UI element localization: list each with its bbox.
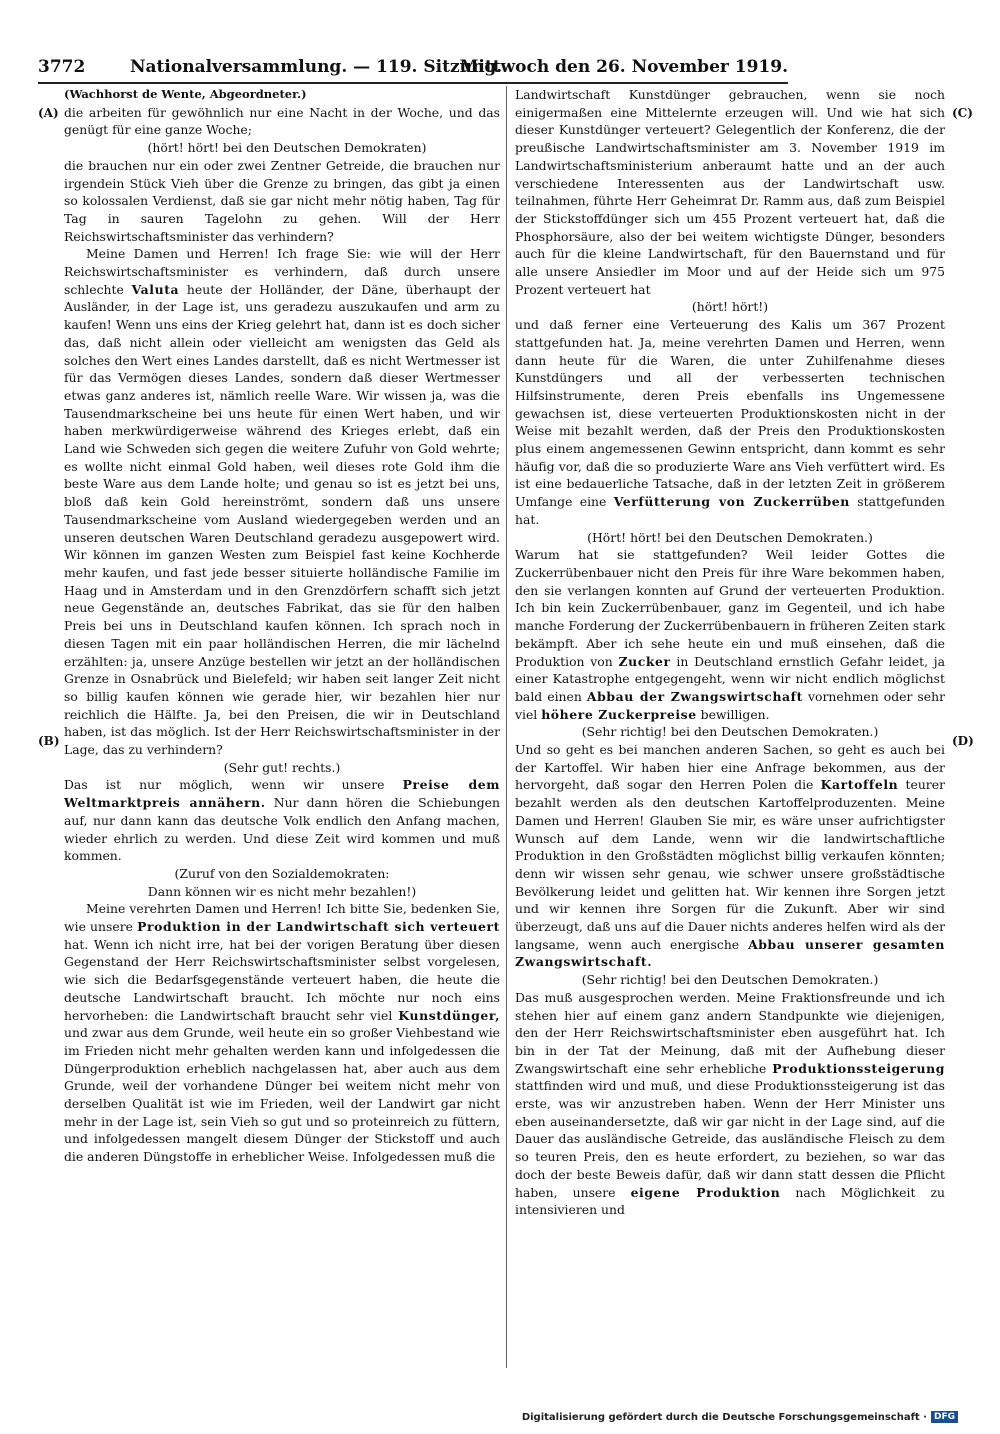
paragraph — [64, 776, 500, 865]
emphasis: eigene Produktion — [630, 1184, 781, 1200]
text-run: und zwar aus dem Grunde, weil heute ein so großer Viehbestand wie im Frieden nicht mehr gehalten werden kann und infolgedessen die Düngerproduktion erheblich nachgelassen hat, aber auch aus dem Grunde, weil der vorhandene Dünger bei weitem nicht mehr von derselben Qualität ist wie im Frieden, weil der Landwirt gar nicht mehr in der Lage ist, sein Vieh so gut und so proteinreich zu füttern, und infolgedessen mangelt diesem Dünger der Stickstoff und auch die anderen Düngstoffe in erheblicher Weise. Infolgedessen muß die — [64, 1025, 500, 1165]
emphasis: Produktion in der Landwirtschaft sich verteuert — [137, 919, 500, 935]
page-number: 3772 — [38, 57, 86, 77]
emphasis: Preise dem Weltmarktpreis annähern. — [64, 777, 500, 811]
digitization-credit — [522, 1411, 958, 1423]
text-run: teurer bezahlt werden als den deutschen Kartoffelproduzenten. Meine Damen und Herren! Glauben Sie mir, es wäre unser aufrichtigster Wunsch auf dem Lande, wenn wir die landwirtschaftliche Produktion in den Großstädten möglichst billig verkaufen könnten; denn wir wissen sehr genau, wie schwer unsere großstädtische Bevölkerung leidet und gelitten hat. Wir kennen ihre Sorgen jetzt und wir kennen ihre Sorgen für die Zukunft. Aber wir sind überzeugt, daß uns auf die Dauer nichts anderes helfen wird als der langsame, wenn auch energische — [515, 777, 945, 952]
text-run: hat. Wenn ich nicht irre, hat bei der vorigen Beratung über diesen Gegenstand der Herr Reichswirtschaftsminister selbst vorgelesen, wie sich die Bedarfsgegenstände verteuert haben, die heute die deutsche Landwirtschaft braucht. Ich möchte nur noch eins hervorheben: die Landwirtschaft braucht sehr viel — [64, 936, 500, 1023]
emphasis: Zucker — [618, 653, 671, 669]
paragraph — [515, 989, 945, 1219]
text-run: Nur dann hören die Schiebungen auf, nur dann kann das deutsche Volk endlich den Anfang machen, wieder ehrlich zu werden. Und diese Zeit wird kommen und muß kommen. — [64, 795, 500, 864]
text-run: Warum hat sie stattgefunden? Weil leider Gottes die Zuckerrübenbauer nicht den Preis für ihre Ware bekommen haben, den sie verlangen konnten auf Grund der verteuerten Produktion. Ich bin kein Zuckerrübenbauer, ganz im Gegenteil, und ich habe manche Forderung der Zuckerrübenbauern in früheren Zeiten stark bekämpft. Aber ich sehe heute ein und muß einsehen, daß die Produktion von — [515, 547, 945, 669]
emphasis: Kunstdünger, — [398, 1007, 500, 1023]
text-run: Das muß ausgesprochen werden. Meine Fraktionsfreunde und ich stehen hier auf einem ganz andern Standpunkte wie diejenigen, den der Herr Reichswirtschaftsminister eben ausgeführt hat. Ich bin in der Tat der Meinung, daß mit der Aufhebung dieser Zwangswirtschaft eine sehr erhebliche — [515, 989, 945, 1076]
left-column — [64, 86, 500, 1368]
margin-marker-c: (C) — [952, 106, 973, 120]
paragraph: Landwirtschaft Kunstdünger gebrauchen, wenn sie noch einigermaßen eine Mittelernte erzeugen will. Und wie hat sich dieser Kunstdünger verteuert? Gelegentlich der Konferenz, die der preußische Landwirtschaftsminister am 3. November 1919 im Landwirtschaftsministerium anberaumt hatte und an der auch verschiedene Interessenten aus der Landwirtschaft usw. teilnahmen, führte Herr Geheimrat Dr. Ramm aus, daß zum Beispiel der Stickstoffdünger sich um 455 Prozent verteuert hat, daß die Phosphorsäure, also der bei weitem wichtigste Dünger, besonders auch für die kleine Landwirtschaft, für den Bauernstand und für alle unsere Ansiedler im Moor und auf der Heide sich um 975 Prozent verteuert hat — [515, 87, 945, 297]
page-header — [38, 54, 788, 84]
text-run: heute der Holländer, der Däne, überhaupt der Ausländer, in der Lage ist, uns geradezu auszukaufen und arm zu kaufen! Wenn uns eins der Krieg gelehrt hat, dann ist es doch sicher das, daß nicht allein oder vielleicht am wenigsten das Geld als solches den Wert eines Landes darstellt, daß es nicht Wertmesser ist für das Vermögen dieses Landes, sondern daß dieser Wertmesser etwas ganz anderes ist, nämlich reelle Ware. Wir wissen ja, was die Tausendmarkscheine bei uns heute für einen Wert haben, und wir haben merkwürdigerweise während des Krieges erlebt, daß ein Land wie Schweden sich gegen die weitere Zufuhr von Gold wehrte; es wollte nicht einmal Gold haben, weil dieses rote Gold ihm die beste Ware aus dem Lande holte; und genau so ist es jetzt bei uns, bloß daß kein Gold hereinströmt, sondern daß uns unsere Tausendmarkscheine vom Ausland wiedergegeben werden und an unseren deutschen Waren Deutschland geradezu ausgepowert wird. Wir können im ganzen Westen zum Beispiel fast keine Kochherde mehr kaufen, und fast jede besser situierte holländische Familie im Haag und in Amsterdam und in den Grenzdörfern schafft sich jetzt neue Gegenstände an, deutsches Fabrikat, das sie für den halben Preis bei uns in Deutschland kaufen können. Ich sprach noch in diesen Tagen mit ein paar holländischen Herren, die mir lächelnd erzählten: ja, unsere Anzüge bestellen wir jetzt an der holländischen Grenze in Osnabrück und Bielefeld; wir haben seit langer Zeit nicht so billig kaufen können wie gerade hier, wir bezahlen hier nur reichlich die Hälfte. Ja, bei den Preisen, die wir in Deutschland haben, ist das möglich. Ist der Herr Reichswirtschaftsminister in der Lage, das zu verhindern? — [64, 281, 500, 758]
margin-marker-b: (B) — [38, 734, 60, 748]
text-run: Und so geht es bei manchen anderen Sachen, so geht es auch bei der Kartoffel. Wir haben hier eine Anfrage bekommen, aus der hervorgeht, daß sogar den Herren Polen die — [515, 742, 945, 793]
credit-text: Digitalisierung gefördert durch die Deutsche Forschungsgemeinschaft · — [521, 1412, 927, 1423]
dfg-logo: DFG — [931, 1411, 958, 1423]
emphasis: Kartoffeln — [820, 777, 899, 793]
interjection: (Sehr richtig! bei den Deutschen Demokraten.) — [581, 972, 879, 988]
emphasis: Abbau der Zwangswirtschaft — [586, 688, 803, 704]
margin-marker-d: (D) — [952, 734, 974, 748]
speaker-label: (Wachhorst de Wente, Abgeordneter.) — [64, 87, 307, 101]
text-run: Meine Damen und Herren! Ich frage Sie: wie will der Herr Reichswirtschaftsminister es verhindern, daß durch unsere schlechte — [64, 246, 500, 297]
header-title: Nationalversammlung. — 119. Sitzung. — [130, 57, 503, 77]
interjection: Dann können wir es nicht mehr bezahlen!) — [147, 883, 417, 899]
emphasis: Abbau unserer gesamten Zwangswirtschaft. — [515, 936, 945, 970]
interjection: (Hört! hört! bei den Deutschen Demokraten.) — [587, 529, 873, 545]
interjection: (hört! hört!) — [691, 299, 769, 315]
paragraph — [64, 900, 500, 1166]
interjection: (Sehr gut! rechts.) — [223, 759, 341, 775]
text-run: und daß ferner eine Verteuerung des Kalis um 367 Prozent stattgefunden hat. Ja, meine verehrten Damen und Herren, wenn dann heute für die Waren, die unter Zuhilfenahme dieses Kunstdüngers und all der verbesserten technischen Hilfsinstrumente, deren Preis ebenfalls ins Ungemessene gewachsen ist, diese verteuerten Produktionskosten nicht in der Weise mit bezahlt werden, daß der Preis den Produktionskosten plus einem angemessenen Gewinn entspricht, dann kommt es sehr häufig vor, daß die so produzierte Ware ans Vieh verfüttert wird. Es ist eine bedauerliche Tatsache, daß in der letzten Zeit in größerem Umfange eine — [515, 317, 945, 510]
column-divider — [506, 86, 507, 1368]
paragraph — [515, 741, 945, 971]
emphasis: Verfütterung von Zuckerrüben — [613, 494, 850, 510]
margin-marker-a: (A) — [38, 106, 59, 120]
interjection: (Zuruf von den Sozialdemokraten: — [174, 865, 390, 881]
text-run: stattgefunden hat. — [515, 494, 945, 527]
paragraph: die brauchen nur ein oder zwei Zentner Getreide, die brauchen nur irgendein Stück Vieh über die Grenze zu bringen, das gibt ja einen so kolossalen Verdienst, daß sie gar nicht mehr nötig haben, Tag für Tag in sauren Tagelohn zu gehen. Will der Herr Reichswirtschaftsminister das verhindern? — [64, 157, 500, 244]
emphasis: Valuta — [131, 281, 180, 297]
interjection: (Sehr richtig! bei den Deutschen Demokraten.) — [581, 724, 879, 740]
text-run: nach Möglichkeit zu intensivieren und — [515, 1184, 945, 1218]
text-run: vornehmen oder sehr viel — [515, 688, 945, 722]
interjection: (hört! hört! bei den Deutschen Demokraten) — [147, 140, 427, 156]
header-date: Mittwoch den 26. November 1919. — [459, 57, 788, 77]
text-run: stattfinden wird und muß, und diese Produktionssteigerung ist das erste, was wir anzustreben haben. Wenn der Herr Minister uns eben auseinandersetzte, daß wir gar nicht in der Lage sind, auf die Dauer das ausländische Getreide, das ausländische Fleisch zu dem so teuren Preis, den es heute erfordert, zu beziehen, so war das doch der beste Beweis dafür, daß wir dann statt dessen die Pflicht haben, unsere — [515, 1078, 945, 1200]
text-run: Meine verehrten Damen und Herren! Ich bitte Sie, bedenken Sie, wie unsere — [64, 901, 500, 935]
text-run: bewilligen. — [696, 706, 770, 722]
emphasis: höhere Zuckerpreise — [541, 706, 697, 722]
emphasis: Produktionssteigerung — [772, 1060, 945, 1076]
paragraph — [515, 546, 945, 723]
text-run: in Deutschland ernstlich Gefahr leidet, ja einer Katastrophe entgegengeht, wenn wir nicht endlich möglichst bald einen — [515, 653, 945, 704]
paragraph — [64, 245, 500, 758]
paragraph — [515, 316, 945, 528]
text-run: Das ist nur möglich, wenn wir unsere — [64, 777, 403, 793]
paragraph: die arbeiten für gewöhnlich nur eine Nacht in der Woche, und das genügt für eine ganze Woche; — [64, 104, 500, 138]
right-column — [515, 86, 945, 1368]
